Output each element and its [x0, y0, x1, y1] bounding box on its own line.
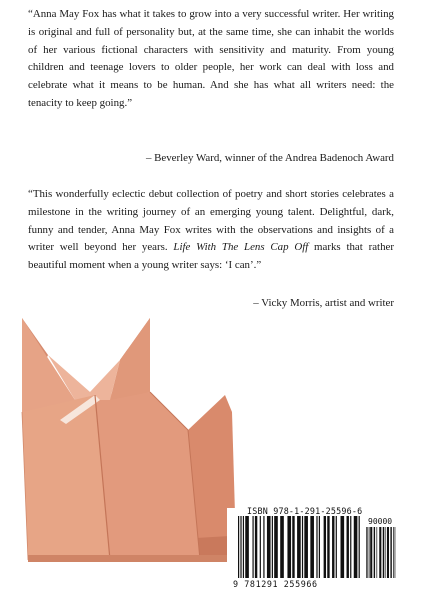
ean-digits: 9 781291 255966 [233, 579, 318, 589]
fox-body-back [95, 392, 200, 560]
isbn-label: ISBN 978-1-291-25596-6 [247, 506, 363, 516]
review-attribution-1: – Beverley Ward, winner of the Andrea Badenoch Award [145, 152, 394, 164]
price-code: 90000 [368, 517, 393, 526]
fox-head-left [22, 318, 75, 420]
fox-fold-edge [60, 395, 100, 424]
review-quote-2-text-after: marks that rather beautiful moment when a young writer says: ‘I can’.” [28, 241, 394, 272]
review-quote-2-text-before: “This wonderfully eclectic debut collection of poetry and short stories celebrates a milestone in the writing journey of an emerging young talent. Delightful, dark, funny and tender, Anna May Fox writes with the observations and insights of a writer well beyond her years. [28, 188, 394, 254]
fox-face [48, 355, 120, 400]
book-title-italic: Life With The Lens Cap Off [173, 241, 309, 254]
fox-front-panel [22, 395, 110, 560]
fox-ear-left [22, 318, 48, 412]
fox-head-right [110, 318, 150, 400]
fox-ear-right [120, 318, 150, 392]
review-quote-2 [28, 186, 394, 275]
review-quote-1: “Anna May Fox has what it takes to grow into a very successful writer. Her writing is original and full of personality but, at the same time, she can inhabit the worlds of her various fictional characters with sensitivity and maturity. From young children and teenage lovers to older people, her work can deal with loss and celebrate what it means to be human. And she has what all writers need: the tenacity to keep going.” [28, 8, 394, 109]
fox-base [28, 555, 232, 562]
review-attribution-2: – Vicky Morris, artist and writer [253, 297, 394, 309]
